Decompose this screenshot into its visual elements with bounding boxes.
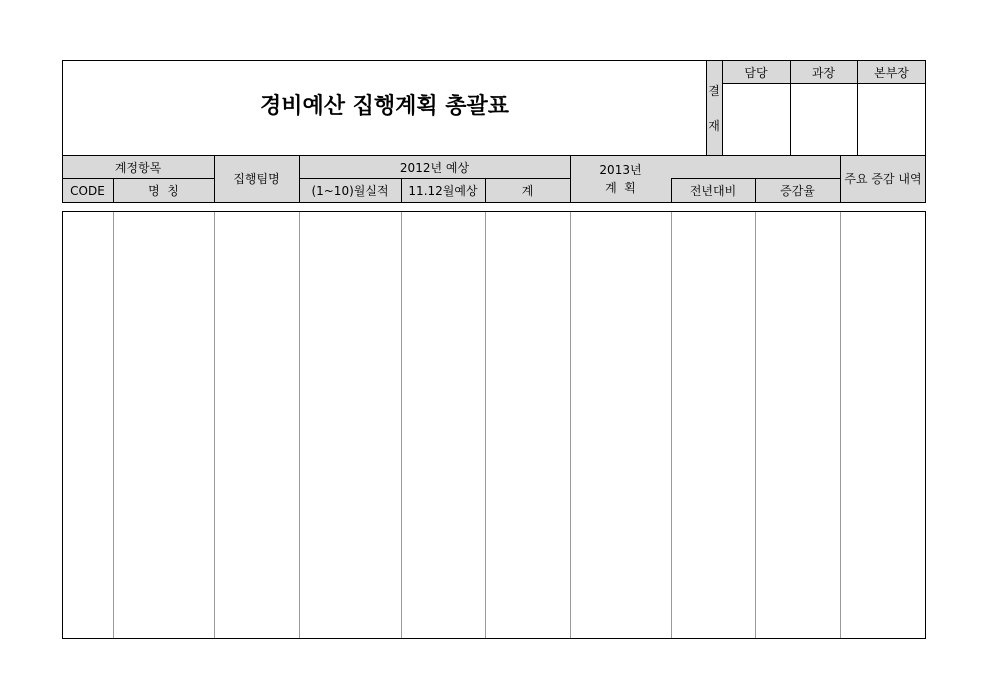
body-col-line — [755, 212, 756, 638]
header-year-2013: 2013년 — [599, 163, 642, 177]
header-exec-team: 집행팀명 — [233, 172, 280, 186]
header-name: 명 칭 — [148, 184, 179, 198]
body-col-line — [401, 212, 402, 638]
header-code: CODE — [70, 184, 105, 198]
header-forecast-2012: 2012년 예상 — [399, 161, 470, 175]
body-col-line — [113, 212, 114, 638]
approval-col-manager: 과장 — [811, 66, 836, 80]
header-split-line — [299, 178, 570, 179]
header-plan: 계 획 — [605, 181, 636, 195]
header-forecast-11-12: 11.12월예상 — [408, 184, 478, 198]
body-col-line — [570, 212, 571, 638]
body-col-line — [485, 212, 486, 638]
body-col-line — [671, 212, 672, 638]
body-col-line — [299, 212, 300, 638]
approval-col-director: 본부장 — [874, 66, 909, 80]
approval-header-line — [722, 83, 926, 84]
approval-label-bg — [707, 61, 722, 155]
header-yoy: 전년대비 — [689, 184, 737, 198]
body-table — [62, 211, 926, 639]
body-col-line — [214, 212, 215, 638]
header-split-line — [62, 178, 214, 179]
page-title: 경비예산 집행계획 총괄표 — [259, 94, 510, 119]
header-total: 계 — [521, 184, 534, 198]
approval-label-top: 결 — [708, 84, 720, 98]
header-actual-1-10: (1~10)월실적 — [311, 184, 389, 198]
header-main-change: 주요 증감 내역 — [844, 172, 922, 186]
body-col-line — [840, 212, 841, 638]
approval-col-staff: 담당 — [744, 66, 768, 80]
header-account-item: 계정항목 — [114, 161, 162, 175]
header-growth-rate: 증감율 — [780, 184, 815, 198]
approval-label-bottom: 재 — [708, 119, 720, 133]
